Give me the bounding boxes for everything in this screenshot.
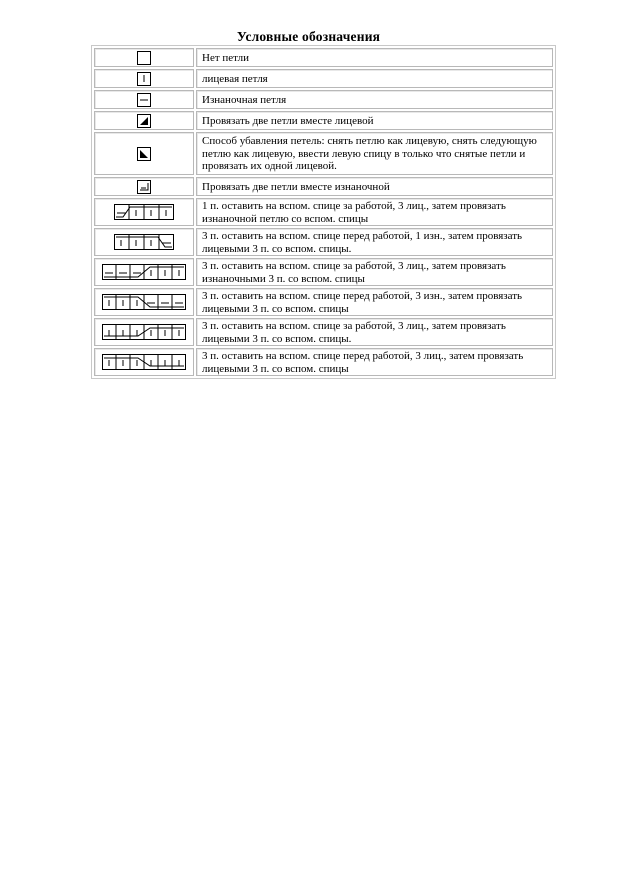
legend-row bbox=[94, 132, 553, 175]
legend-text: 3 п. оставить на вспом. спице за работой, 3 лиц., затем провязать лицевыми 3 п. со вспом. спицы. bbox=[202, 320, 506, 345]
legend-table bbox=[91, 45, 556, 379]
legend-text: 3 п. оставить на вспом. спице перед работой, 1 изн., затем провязать лицевыми 3 п. со вспом. спицы. bbox=[202, 230, 523, 255]
legend-text: 3 п. оставить на вспом. спице перед работой, 3 изн., затем провязать лицевыми 3 п. со вспом. спицы bbox=[202, 290, 523, 315]
knit-stitch-icon bbox=[94, 69, 194, 88]
legend-text: 3 п. оставить на вспом. спице за работой, 3 лиц., затем провязать изнаночными 3 п. со вспом. спицы bbox=[202, 260, 506, 285]
empty-box-icon bbox=[94, 48, 194, 67]
cable-3-3-front-purl-icon bbox=[94, 288, 194, 316]
legend-row bbox=[94, 111, 553, 130]
legend-text: Провязать две петли вместе лицевой bbox=[202, 114, 374, 127]
legend-text: Изнаночная петля bbox=[202, 93, 287, 106]
legend-row bbox=[94, 348, 553, 376]
page-title: Условные обозначения bbox=[236, 29, 381, 44]
cable-3-3-back-icon bbox=[94, 318, 194, 346]
p2tog-icon bbox=[94, 177, 194, 196]
legend-text: Нет петли bbox=[202, 51, 250, 64]
legend-row bbox=[94, 228, 553, 256]
legend-row bbox=[94, 318, 553, 346]
legend-text: 3 п. оставить на вспом. спице перед работой, 3 лиц., затем провязать лицевыми 3 п. со вспом. спицы bbox=[202, 350, 524, 375]
ssk-decrease-icon bbox=[94, 132, 194, 175]
legend-row bbox=[94, 69, 553, 88]
legend-text: 1 п. оставить на вспом. спице за работой, 3 лиц., затем провязать изнаночной петлю со вспом. спицы bbox=[202, 200, 506, 225]
legend-row bbox=[94, 288, 553, 316]
legend-row bbox=[94, 90, 553, 109]
k2tog-icon bbox=[94, 111, 194, 130]
cable-1-3-back-icon bbox=[94, 198, 194, 226]
legend-row bbox=[94, 198, 553, 226]
legend-text: Провязать две петли вместе изнаночной bbox=[202, 180, 390, 193]
cable-3-3-back-purl-icon bbox=[94, 258, 194, 286]
cable-3-3-front-icon bbox=[94, 348, 194, 376]
legend-text: лицевая петля bbox=[202, 72, 268, 85]
legend-row bbox=[94, 177, 553, 196]
legend-row bbox=[94, 258, 553, 286]
legend-row bbox=[94, 48, 553, 67]
cable-3-1-front-icon bbox=[94, 228, 194, 256]
legend-text: Способ убавления петель: снять петлю как лицевую, снять следующую петлю как лицевую, ввести левую спицу в только что снятые петли и провязать их одной лицевой. bbox=[202, 135, 537, 173]
purl-stitch-icon bbox=[94, 90, 194, 109]
